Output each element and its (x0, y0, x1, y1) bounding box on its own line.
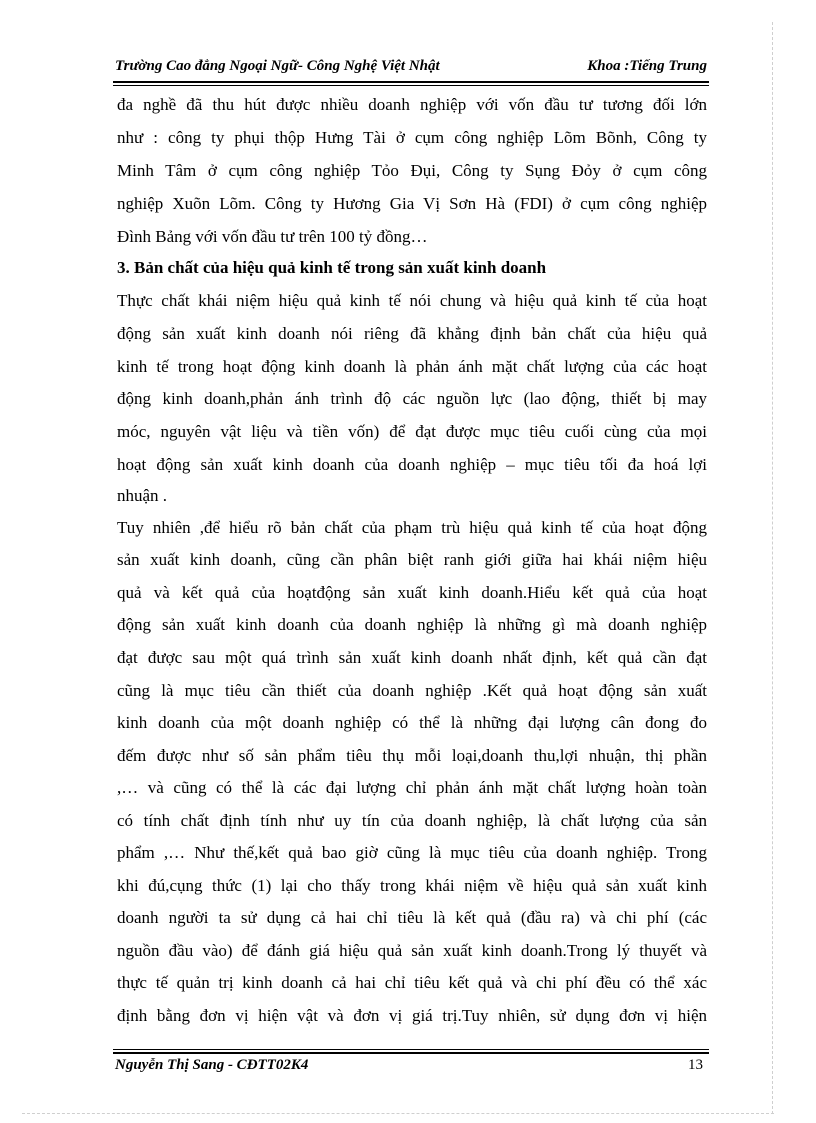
text-line: quả và kết quả của hoạtđộng sản xuất kinh doanh.Hiểu kết quả của hoạt (117, 583, 707, 602)
header-rule-thin (113, 85, 709, 86)
text-line: đếm được như số sản phẩm tiêu thụ mỗi loại,doanh thu,lợi nhuận, thị phần (117, 746, 707, 765)
text-line: Đình Bảng với vốn đầu tư trên 100 tỷ đồng… (117, 227, 428, 246)
page-border-bottom (22, 1113, 774, 1114)
footer-rule (113, 1052, 709, 1054)
page-border-right (772, 22, 773, 1114)
section-heading: 3. Bản chất của hiệu quả kinh tế trong sản xuất kinh doanh (117, 258, 547, 277)
text-line: cũng là mục tiêu cần thiết của doanh nghiệp .Kết quả hoạt động sản xuất (117, 681, 707, 700)
text-line: ,… và cũng có thể là các đại lượng chỉ phản ánh mặt chất lượng hoàn toàn (117, 778, 707, 797)
text-line: động kinh doanh,phản ánh trình độ các nguồn lực (lao động, thiết bị may (117, 389, 707, 408)
text-line: Thực chất khái niệm hiệu quả kinh tế nói chung và hiệu quả kinh tế của hoạt (117, 291, 707, 310)
text-line: định bằng đơn vị hiện vật và đơn vị giá trị.Tuy nhiên, sử dụng đơn vị hiện (117, 1006, 707, 1025)
text-line: đa nghề đã thu hút được nhiều doanh nghiệp với vốn đầu tư tương đối lớn (117, 95, 707, 114)
header-faculty: Khoa :Tiếng Trung (587, 58, 707, 74)
footer-rule-thin (113, 1049, 709, 1050)
text-line: nguồn đầu vào) để đánh giá hiệu quả sản xuất kinh doanh.Trong lý thuyết và (117, 941, 707, 960)
header-rule (113, 81, 709, 83)
page-number: 13 (688, 1057, 703, 1073)
text-line: hoạt động sản xuất kinh doanh của doanh nghiệp – mục tiêu tối đa hoá lợi (117, 455, 707, 474)
text-line: Tuy nhiên ,để hiểu rõ bản chất của phạm trù hiệu quả kinh tế của hoạt động (117, 518, 707, 537)
text-line: sản xuất kinh doanh, cũng cần phân biệt ranh giới giữa hai khái niệm hiệu (117, 550, 707, 569)
text-line: như : công ty phụi thộp Hưng Tài ở cụm công nghiệp Lõm Bõnh, Công ty (117, 128, 707, 147)
text-line: móc, nguyên vật liệu và tiền vốn) để đạt được mục tiêu cuối cùng của mọi (117, 422, 707, 441)
text-line: doanh người ta sử dụng cả hai chỉ tiêu là kết quả (đầu ra) và chi phí (các (117, 908, 707, 927)
text-line: động sản xuất kinh doanh nói riêng đã khẳng định bản chất của hiệu quả (117, 324, 707, 343)
text-line: khi đú,cụng thức (1) lại cho thấy trong khái niệm về hiệu quả sản xuất kinh (117, 876, 707, 895)
text-line: thực tế quản trị kinh doanh cả hai chỉ tiêu kết quả và chi phí đều có thể xác (117, 973, 707, 992)
header-school: Trường Cao đẳng Ngoại Ngữ- Công Nghệ Việt Nhật (115, 58, 440, 74)
text-line: nhuận . (117, 486, 168, 505)
text-line: có tính chất định tính như uy tín của doanh nghiệp, là chất lượng của sản (117, 811, 707, 830)
text-line: đạt được sau một quá trình sản xuất kinh doanh nhất định, kết quả cần đạt (117, 648, 707, 667)
text-line: Minh Tâm ở cụm công nghiệp Tỏo Đụi, Công ty Sụng Đỏy ở cụm công (117, 161, 707, 180)
text-line: động sản xuất kinh doanh của doanh nghiệp là những gì mà doanh nghiệp (117, 615, 707, 634)
page-header (115, 58, 707, 75)
footer-author: Nguyễn Thị Sang - CĐTT02K4 (115, 1057, 309, 1073)
text-line: nghiệp Xuõn Lõm. Công ty Hương Gia Vị Sơn Hà (FDI) ở cụm công nghiệp (117, 194, 707, 213)
text-line: kinh doanh của một doanh nghiệp có thể là những đại lượng cân đong đo (117, 713, 707, 732)
text-line: kinh tế trong hoạt động kinh doanh là phản ánh mặt chất lượng của các hoạt (117, 357, 707, 376)
text-line: phẩm ,… Như thế,kết quả bao giờ cũng là mục tiêu của doanh nghiệp. Trong (117, 843, 707, 862)
